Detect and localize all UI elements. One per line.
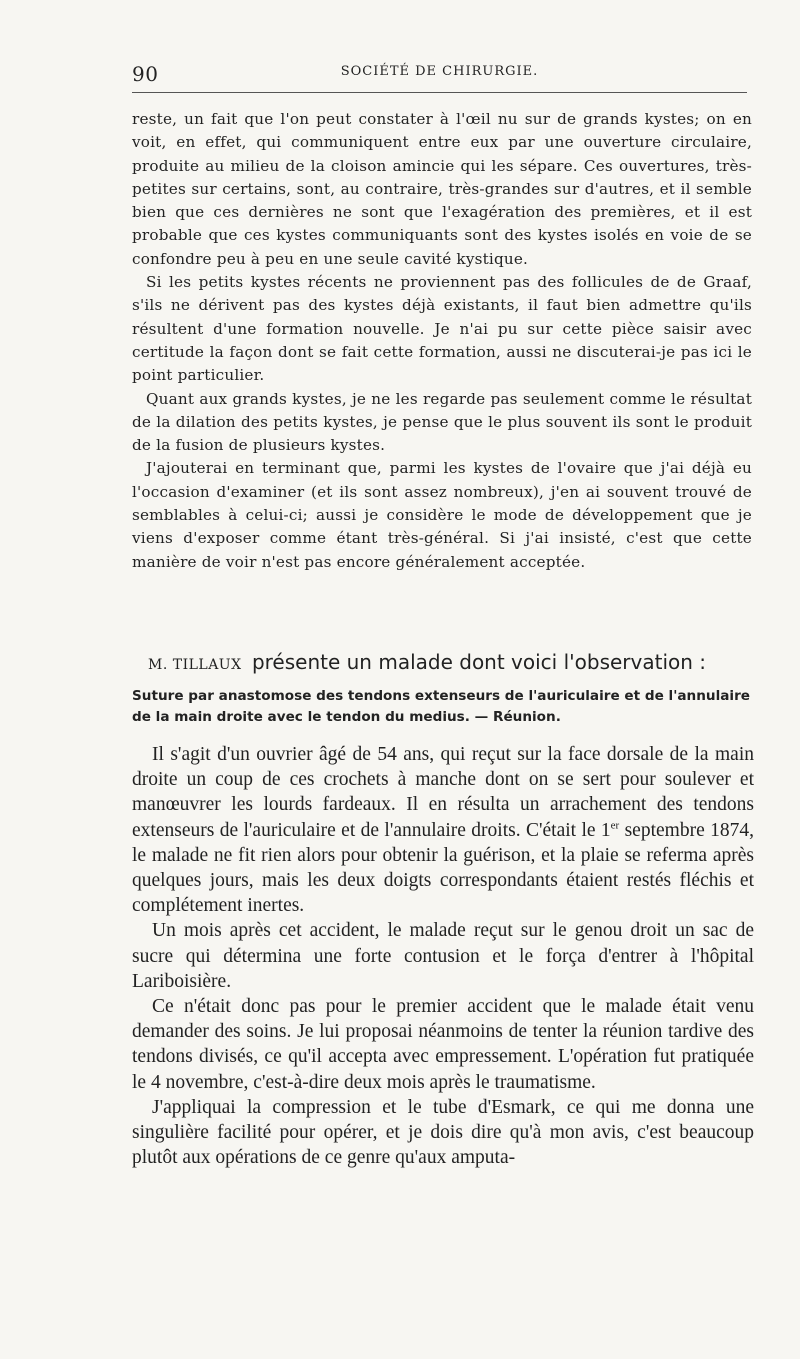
paragraph: Quant aux grands kystes, je ne les regarde pas seulement comme le résultat de la dilation des petits kystes, je pense que le plus souvent ils sont le produit de la fusion de plusieurs kystes. bbox=[132, 389, 752, 455]
case-report bbox=[132, 742, 754, 1170]
case-title: Suture par anastomose des tendons extenseurs de l'auriculaire et de l'annulaire de la main droite avec le tendon du medius. — Réunion. bbox=[132, 688, 750, 725]
paragraph bbox=[132, 742, 754, 918]
continuation-text bbox=[132, 108, 752, 574]
running-head: SOCIÉTÉ DE CHIRURGIE. bbox=[340, 64, 539, 79]
paragraph: Si les petits kystes récents ne proviennent pas des follicules de de Graaf, s'ils ne dérivent pas des kystes déjà existants, il faut bien admettre qu'ils résultent d'une formation nouvelle. Je n'ai pu sur cette pièce saisir avec certitude la façon dont se fait cette formation, aussi ne discuterai-je pas ici le point particulier. bbox=[132, 273, 752, 385]
announcement-text: présente un malade dont voici l'observation : bbox=[251, 650, 707, 674]
paragraph: Un mois après cet accident, le malade reçut sur le genou droit un sac de sucre qui détermina une forte contusion et le força d'entrer à l'hôpital Lariboisière. bbox=[132, 920, 754, 992]
page-header bbox=[132, 54, 747, 88]
paragraph: reste, un fait que l'on peut constater à l'œil nu sur de grands kystes; on en voit, en effet, qui communiquent entre eux par une ouverture circulaire, produite au milieu de la cloison amincie qui les sépare. Ces ouvertures, très-petites sur certains, sont, au contraire, très-grandes sur d'autres, et il semble bien que ces dernières ne sont que l'exagération des premières, et il est probable que ces kystes communiquants sont des kystes isolés en voie de se confondre peu à peu en une seule cavité kystique. bbox=[132, 110, 752, 268]
page-number: 90 bbox=[132, 62, 159, 86]
ordinal-suffix: er bbox=[610, 819, 620, 832]
paragraph: Ce n'était donc pas pour le premier accident que le malade était venu demander des soins. Je lui proposai néanmoins de tenter la réunion tardive des tendons divisés, ce qu'il accepta avec empressement. L'opération fut pratiquée le 4 novembre, c'est-à-dire deux mois après le traumatisme. bbox=[132, 996, 754, 1093]
paragraph: J'ajouterai en terminant que, parmi les kystes de l'ovaire que j'ai déjà eu l'occasion d'examiner (et ils sont assez nombreux), j'en ai souvent trouvé de semblables à celui-ci; aussi je considère le mode de développement que je viens d'exposer comme étant très-général. Si j'ai insisté, c'est que cette manière de voir n'est pas encore généralement acceptée. bbox=[132, 459, 752, 571]
case-text-part: Il s'agit d'un ouvrier âgé de 54 ans, qui reçut sur la face dorsale de la main droite un coup de ces crochets à manche dont on se sert pour soulever et manœuvrer les lourds fardeaux. Il en résulta un arrachement des tendons extenseurs de l'auriculaire et de l'annulaire droits. C'était le 1 bbox=[132, 744, 754, 841]
header-rule bbox=[132, 92, 747, 93]
speaker-name: M. TILLAUX bbox=[148, 657, 242, 673]
case-text-part: septembre 1874, le malade ne fit rien alors pour obtenir la guérison, et la plaie se referma après quelques jours, mais les deux doigts correspondants étaient restés fléchis et complétement inertes. bbox=[132, 819, 754, 917]
paragraph: J'appliquai la compression et le tube d'Esmark, ce qui me donna une singulière facilité pour opérer, et je dois dire qu'à mon avis, c'est beaucoup plutôt aux opérations de ce genre qu'aux amputa- bbox=[132, 1096, 754, 1169]
presentation-announcement bbox=[148, 648, 748, 679]
